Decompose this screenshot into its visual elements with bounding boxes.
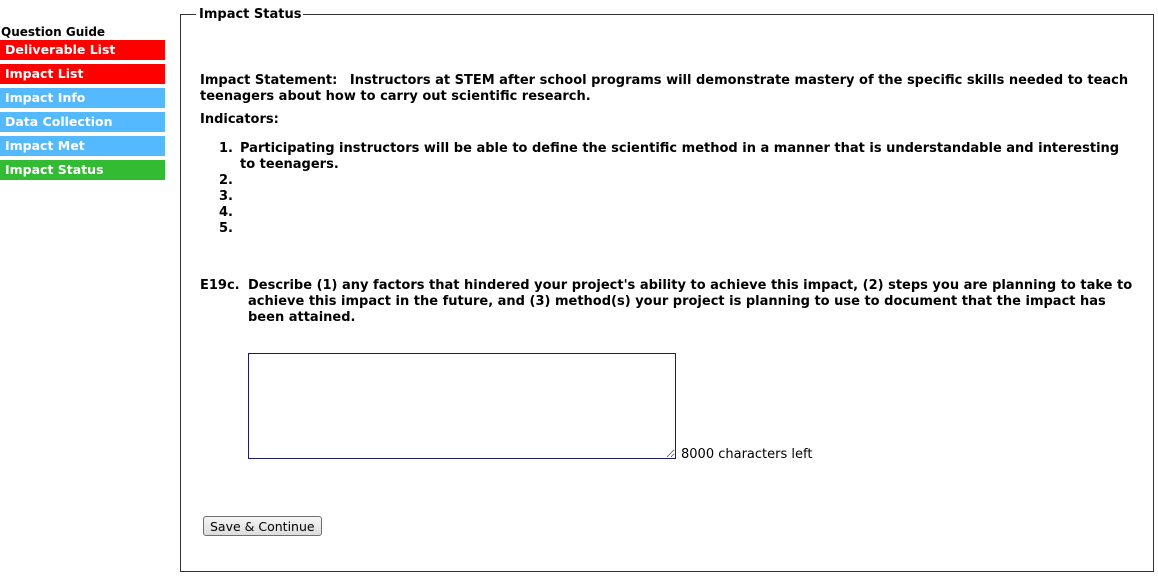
indicator-number: 4. <box>219 205 233 220</box>
panel-legend: Impact Status <box>196 7 303 22</box>
nav-item-impact-met[interactable]: Impact Met <box>0 136 165 156</box>
impact-statement-text: Instructors at STEM after school programs will demonstrate mastery of the specific skills needed to teach teenagers about how to carry out scientific research. <box>200 73 1129 104</box>
indicators-label: Indicators: <box>200 112 279 127</box>
question-guide-title: Question Guide <box>1 25 106 39</box>
indicators-list <box>200 141 1135 237</box>
indicator-number: 2. <box>219 173 233 188</box>
question-guide-sidebar <box>0 25 165 184</box>
indicator-item <box>200 173 1135 189</box>
question-text: Describe (1) any factors that hindered your project's ability to achieve this impact, (2) steps you are planning to take to achieve this impact in the future, and (3) method(s) your project is planning to use to document that the impact has been attained. <box>248 278 1133 325</box>
nav-item-data-collection[interactable]: Data Collection <box>0 112 165 132</box>
question-number: E19c. <box>200 278 240 293</box>
nav-item-impact-status[interactable]: Impact Status <box>0 160 165 180</box>
indicator-number: 1. <box>219 141 233 156</box>
indicator-item <box>200 221 1135 237</box>
indicator-item <box>200 205 1135 221</box>
nav-item-impact-list[interactable]: Impact List <box>0 64 165 84</box>
indicator-number: 3. <box>219 189 233 204</box>
indicator-item <box>200 141 1135 173</box>
impact-status-panel <box>180 7 1154 572</box>
save-continue-button[interactable]: Save & Continue <box>203 516 322 536</box>
indicator-number: 5. <box>219 221 233 236</box>
nav-item-impact-info[interactable]: Impact Info <box>0 88 165 108</box>
question-e19c <box>200 278 1135 326</box>
indicator-text: Participating instructors will be able to define the scientific method in a manner that is understandable and interesting to teenagers. <box>240 141 1120 172</box>
nav-item-deliverable-list[interactable]: Deliverable List <box>0 40 165 60</box>
indicator-item <box>200 189 1135 205</box>
impact-statement-label: Impact Statement: <box>200 73 338 88</box>
characters-left-counter: 8000 characters left <box>681 447 813 462</box>
answer-textarea[interactable] <box>248 353 676 459</box>
impact-statement <box>200 73 1135 105</box>
